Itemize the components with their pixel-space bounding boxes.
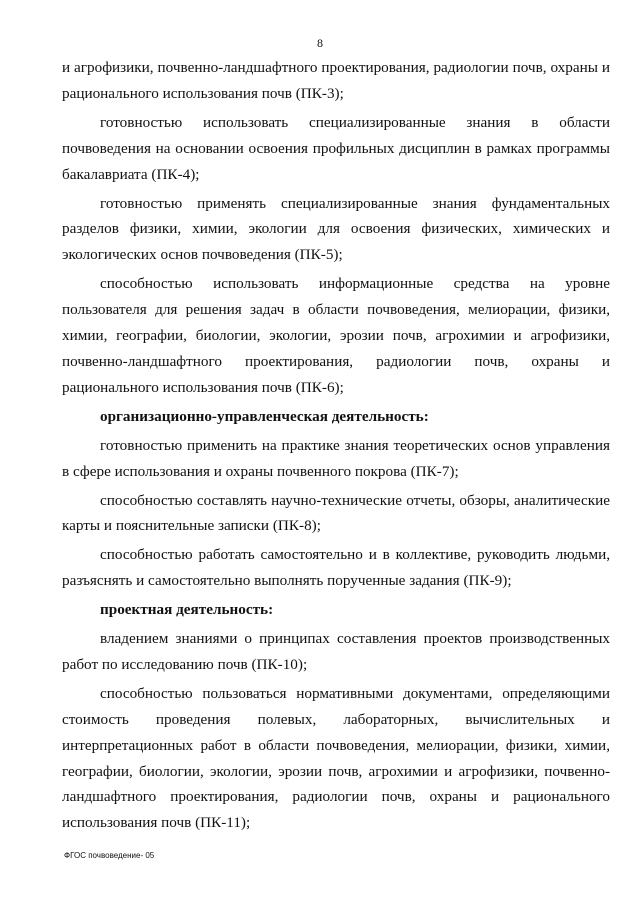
footer-document-code: ФГОС почвоведение- 05 — [64, 851, 155, 860]
paragraph-pk3: и агрофизики, почвенно-ландшафтного проектирования, радиологии почв, охраны и рационального использования почв (ПК-3); — [62, 59, 610, 102]
paragraph-pk10: владением знаниями о принципах составления проектов производственных работ по исследованию почв (ПК-10); — [62, 630, 610, 673]
paragraph-pk5: готовностью применять специализированные знания фундаментальных разделов физики, химии, экологии для освоения физических, химических и экологических основ почвоведения (ПК-5); — [62, 194, 610, 264]
document-body — [62, 55, 610, 836]
paragraph-pk8: способностью составлять научно-технические отчеты, обзоры, аналитические карты и пояснительные записки (ПК-8); — [62, 491, 610, 535]
paragraph-pk11: способностью пользоваться нормативными документами, определяющими стоимость проведения полевых, лабораторных, вычислительных и интерпретационных работ в области почвоведения, мелиорации, физики, химии, географии, биологии, экологии, эрозии почв, агрохимии и агрофизики, почвенно-ландшафтного проектирования, радиологии почв, охраны и рационального использования почв (ПК-11); — [62, 684, 610, 832]
page-number: 8 — [317, 36, 323, 50]
paragraph-pk9: способностью работать самостоятельно и в коллективе, руководить людьми, разъяснять и самостоятельно выполнять порученные задания (ПК-9); — [62, 546, 610, 590]
paragraph-pk4: готовностью использовать специализированные знания в области почвоведения на основании освоения профильных дисциплин в рамках программы бакалавриата (ПК-4); — [62, 113, 610, 183]
paragraph-pk6: способностью использовать информационные средства на уровне пользователя для решения задач в области почвоведения, мелиорации, физики, химии, географии, биологии, экологии, эрозии почв, агрохимии и агрофизики, почвенно-ландшафтного проектирования, радиологии почв, охраны и рационального использования почв (ПК-6); — [62, 275, 610, 396]
section-heading-project: проектная деятельность: — [100, 601, 274, 619]
paragraph-pk7: готовностью применить на практике знания теоретических основ управления в сфере использования и охраны почвенного покрова (ПК-7); — [62, 436, 610, 480]
section-heading-organizational: организационно-управленческая деятельность: — [100, 407, 429, 425]
